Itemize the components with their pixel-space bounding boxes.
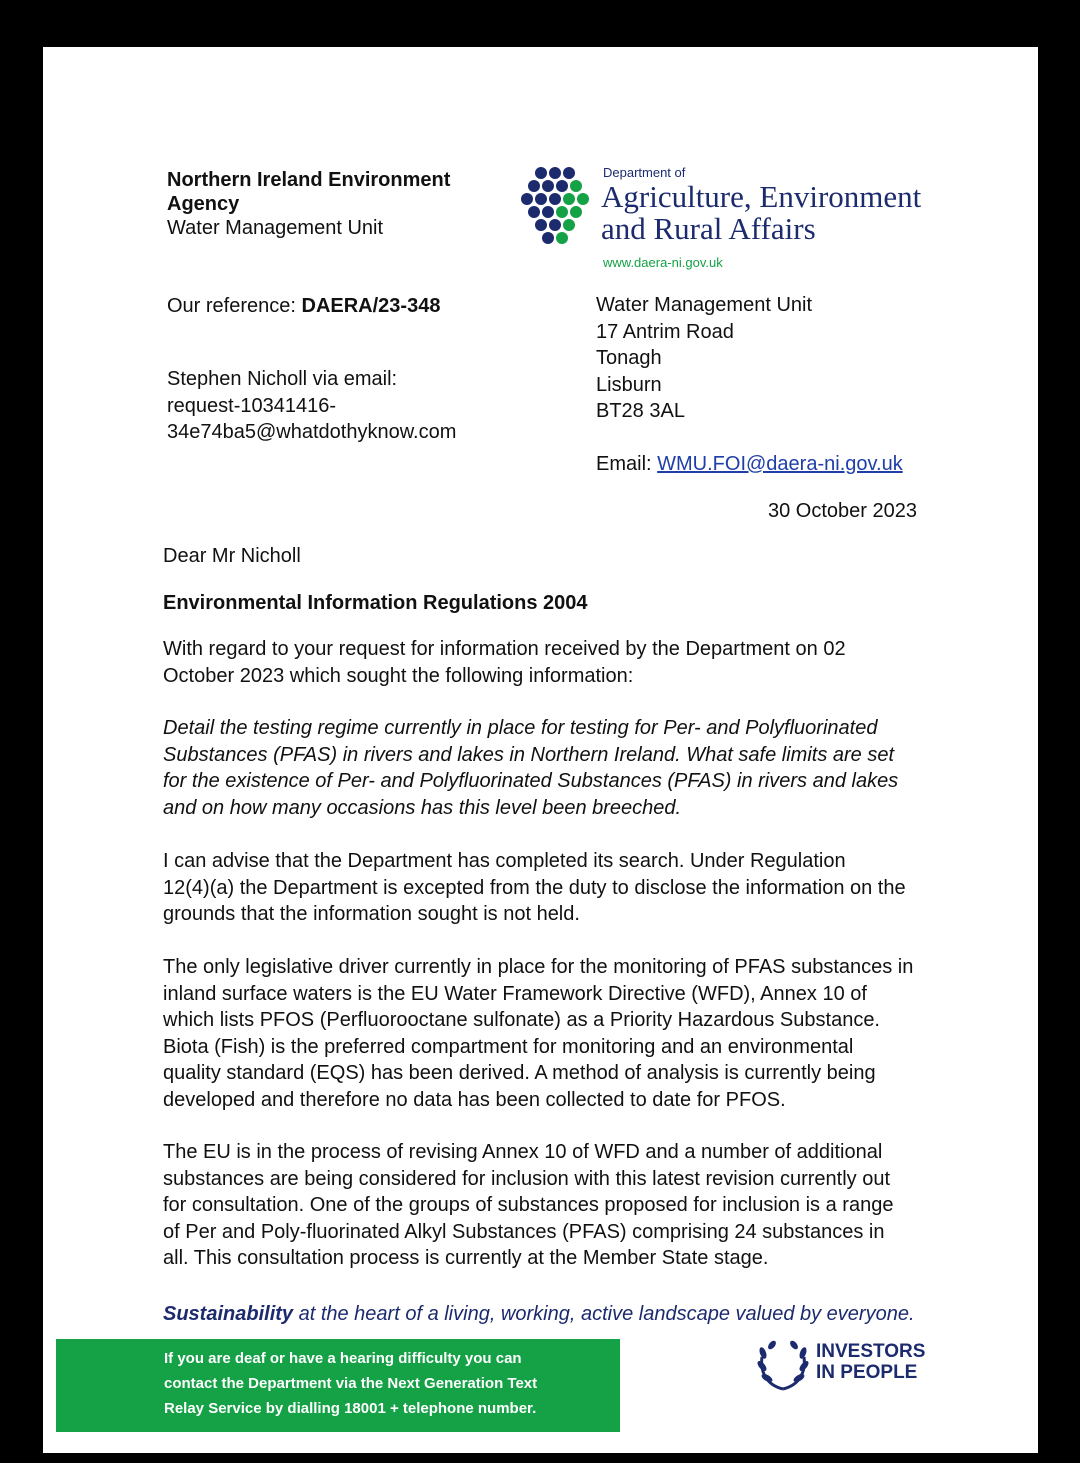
recipient-email: 34e74ba5@whatdothyknow.com xyxy=(167,421,457,443)
laurel-wreath-icon xyxy=(756,1337,810,1393)
hexagon-cluster-icon xyxy=(519,165,591,247)
logo-name-line2: and Rural Affairs xyxy=(601,211,816,246)
sender-org-line1: Northern Ireland Environment xyxy=(167,169,451,191)
reference-line xyxy=(167,294,440,318)
logo-name-line1: Agriculture, Environment xyxy=(601,179,922,214)
email-link[interactable]: WMU.FOI@daera-ni.gov.uk xyxy=(657,453,903,475)
reference-label: Our reference: xyxy=(167,295,296,317)
body-paragraph: With regard to your request for information received by the Department on 02 October 2023 which sought the following information: xyxy=(163,638,846,687)
tagline-bold: Sustainability xyxy=(163,1303,294,1325)
address-line: Water Management Unit xyxy=(596,294,813,316)
address-line: BT28 3AL xyxy=(596,400,685,422)
letter-date: 30 October 2023 xyxy=(768,500,917,522)
recipient-block xyxy=(167,366,456,446)
body-paragraph: I can advise that the Department has completed its search. Under Regulation 12(4)(a) the Department is excepted from the duty to disclose the information on the grounds that the information sought is not held. xyxy=(163,850,906,925)
address-line: 17 Antrim Road xyxy=(596,320,734,343)
daera-logo xyxy=(519,165,979,275)
accessibility-notice: If you are deaf or have a hearing difficulty you can contact the Department via the Next Generation Text Relay Service by dialling 18001 + telephone number. xyxy=(56,1339,620,1432)
address-line: Lisburn xyxy=(596,373,662,396)
sender-block xyxy=(167,168,450,240)
body-paragraph: The only legislative driver currently in place for the monitoring of PFAS substances in inland surface waters is the EU Water Framework Directive (WFD), Annex 10 of which lists PFOS (Perfluorooctane sulfonate) as a Priority Hazardous Substance. Biota (Fish) is the preferred compartment for monitoring and an environmental quality standard (EQS) has been derived. A method of analysis is currently being developed and therefore no data has been collected to date for PFOS. xyxy=(163,956,914,1111)
subject-heading: Environmental Information Regulations 2004 xyxy=(163,592,588,614)
sender-unit: Water Management Unit xyxy=(167,217,384,239)
email-label: Email: xyxy=(596,453,652,475)
letter-page xyxy=(43,47,1038,1453)
logo-url: www.daera-ni.gov.uk xyxy=(603,255,723,270)
footer-tagline xyxy=(163,1303,915,1326)
reference-value: DAERA/23-348 xyxy=(301,295,441,317)
body-paragraph: The EU is in the process of revising Annex 10 of WFD and a number of additional substances are being considered for inclusion with this latest revision currently out for consultation. One of the groups of substances proposed for inclusion is a range of Per and Poly-fluorinated Alkyl Substances (PFAS) comprising 24 substances in all. This consultation process is currently at the Member State stage. xyxy=(163,1141,894,1269)
address-block xyxy=(596,292,812,425)
address-line: Tonagh xyxy=(596,347,662,369)
recipient-line2: request-10341416- xyxy=(167,394,337,417)
investors-in-people-text: INVESTORS IN PEOPLE xyxy=(816,1341,926,1383)
logo-dept-of: Department of xyxy=(603,165,686,180)
request-quote: Detail the testing regime currently in place for testing for Per- and Polyfluorinated Substances (PFAS) in rivers and lakes in Northern Ireland. What safe limits are set for the existence of Per- and Polyfluorinated Substances (PFAS) in rivers and lakes and on how many occasions has this level been breeched. xyxy=(163,717,899,819)
recipient-line1: Stephen Nicholl via email: xyxy=(167,368,398,390)
sender-org-line2: Agency xyxy=(167,193,240,215)
tagline-rest: at the heart of a living, working, active landscape valued by everyone. xyxy=(293,1303,915,1325)
investors-in-people-logo xyxy=(756,1337,946,1397)
salutation: Dear Mr Nicholl xyxy=(163,545,301,567)
email-line xyxy=(596,452,903,476)
